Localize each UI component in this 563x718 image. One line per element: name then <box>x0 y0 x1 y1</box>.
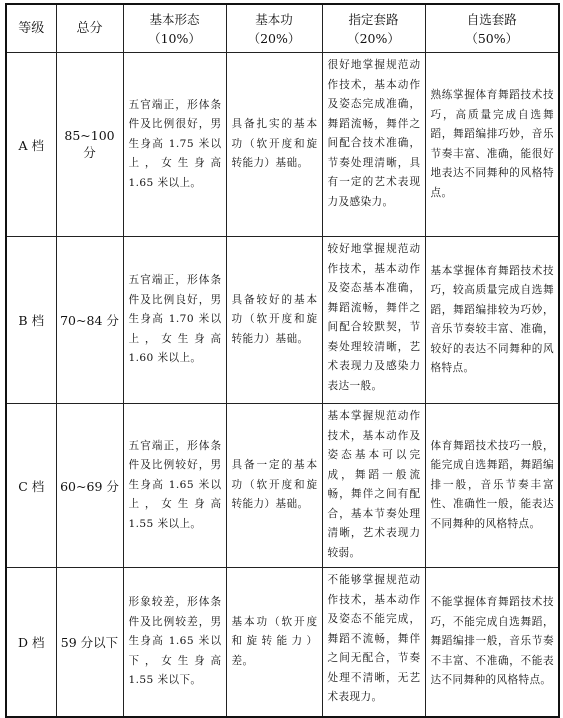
set-cell: 基本掌握规范动作技术，基本动作及姿态基本可以完成，舞蹈一般流畅，舞伴之间有配合，基本节奏处理清晰，艺术表现力较弱。 <box>322 404 425 568</box>
set-cell: 很好地掌握规范动作技术，基本动作及姿态完成准确，舞蹈流畅，舞伴之间配合技术准确，节奏处理清晰，具有一定的艺术表现力及感染力。 <box>322 53 425 237</box>
set-cell: 较好地掌握规范动作技术，基本动作及姿态基本准确，舞蹈流畅，舞伴之间配合较默契，节奏处理较清晰，艺术表现力及感染力表达一般。 <box>322 237 425 404</box>
score-cell: 59 分以下 <box>56 568 123 718</box>
free-cell: 不能掌握体育舞蹈技术技巧，不能完成自选舞蹈，舞蹈编排一般，音乐节奏不丰富、不准确，不能表达不同舞种的风格特点。 <box>425 568 559 718</box>
header-form <box>123 4 226 53</box>
form-cell: 五官端正，形体条件及比例良好，男生身高 1.70 米以上，女生身高 1.60 米以上。 <box>123 237 226 404</box>
table-row-c <box>6 404 559 568</box>
header-free-title: 自选套路 <box>466 11 517 27</box>
header-form-title: 基本形态 <box>149 11 200 27</box>
score-cell: 70~84 分 <box>56 237 123 404</box>
score-cell: 85~100 分 <box>56 53 123 237</box>
form-cell: 形象较差，形体条件及比例较差，男生身高 1.65 米以下，女生身高 1.55 米以下。 <box>123 568 226 718</box>
header-total: 总分 <box>56 4 123 53</box>
grade-cell: C 档 <box>6 404 56 568</box>
header-form-weight: （10%） <box>148 30 201 46</box>
grade-cell: D 档 <box>6 568 56 718</box>
scoring-criteria-table <box>5 3 560 718</box>
header-set-title: 指定套路 <box>348 11 399 27</box>
form-cell: 五官端正，形体条件及比例较好，男生身高 1.65 米以上，女生身高 1.55 米以上。 <box>123 404 226 568</box>
skill-cell: 具备较好的基本功（软开度和旋转能力）基础。 <box>226 237 322 404</box>
free-cell: 体育舞蹈技术技巧一般，能完成自选舞蹈，舞蹈编排一般，音乐节奏丰富性、准确性一般，能表达不同舞种的风格特点。 <box>425 404 559 568</box>
grade-cell: A 档 <box>6 53 56 237</box>
grade-cell: B 档 <box>6 237 56 404</box>
table-row-b <box>6 237 559 404</box>
header-skill-weight: （20%） <box>247 30 301 46</box>
header-set <box>322 4 425 53</box>
form-cell: 五官端正，形体条件及比例很好，男生身高 1.75 米以上，女生身高 1.65 米以上。 <box>123 53 226 237</box>
header-row <box>6 4 559 53</box>
header-free <box>425 4 559 53</box>
header-free-weight: （50%） <box>465 30 519 46</box>
header-grade: 等级 <box>6 4 56 53</box>
skill-cell: 基本功（软开度和旋转能力）差。 <box>226 568 322 718</box>
free-cell: 熟练掌握体育舞蹈技术技巧，高质量完成自选舞蹈，舞蹈编排巧妙，音乐节奏丰富、准确，能很好地表达不同舞种的风格特点。 <box>425 53 559 237</box>
header-set-weight: （20%） <box>347 30 400 46</box>
scoring-table-wrapper <box>5 3 560 718</box>
header-skill-title: 基本功 <box>255 11 293 27</box>
set-cell: 不能够掌握规范动作技术，基本动作及姿态不能完成，舞蹈不流畅，舞伴之间无配合，节奏处理不清晰，无艺术表现力。 <box>322 568 425 718</box>
table-row-a <box>6 53 559 237</box>
header-skill <box>226 4 322 53</box>
table-row-d <box>6 568 559 718</box>
skill-cell: 具备扎实的基本功（软开度和旋转能力）基础。 <box>226 53 322 237</box>
score-cell: 60~69 分 <box>56 404 123 568</box>
free-cell: 基本掌握体育舞蹈技术技巧，较高质量完成自选舞蹈，舞蹈编排较为巧妙，音乐节奏较丰富、准确，较好的表达不同舞种的风格特点。 <box>425 237 559 404</box>
skill-cell: 具备一定的基本功（软开度和旋转能力）基础。 <box>226 404 322 568</box>
